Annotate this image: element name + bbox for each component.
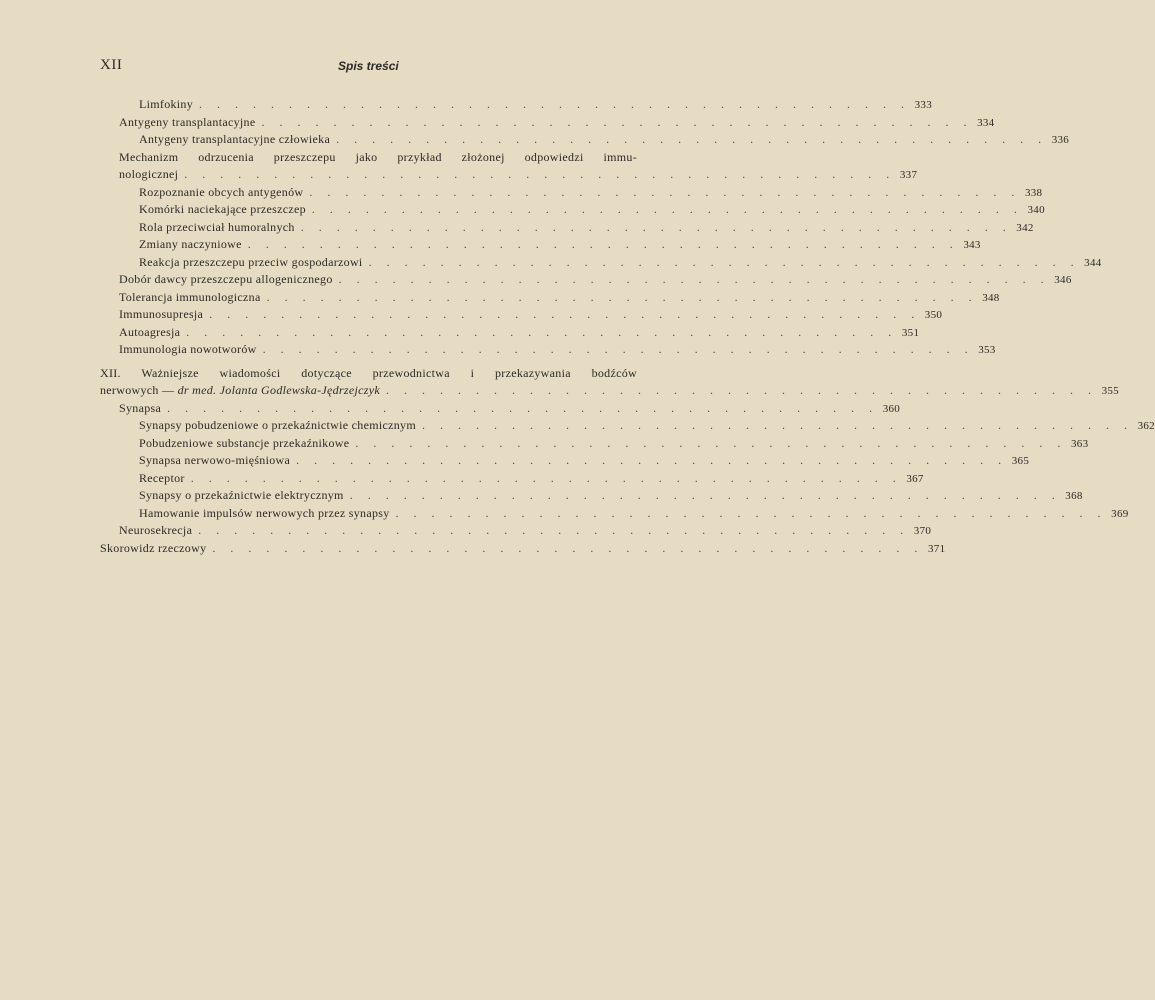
toc-page-number: 350 bbox=[924, 309, 943, 321]
toc-entry-title: Tolerancja immunologiczna bbox=[119, 289, 261, 304]
dot-leader: . . . . . . . . . . . . . . . . . . . . . . . . . . . . . . . . . . . . . . . . bbox=[296, 453, 1008, 467]
toc-entry-title: Rola przeciwciał humoralnych bbox=[139, 219, 295, 234]
toc-entry-title: Reakcja przeszczepu przeciw gospodarzowi bbox=[139, 254, 363, 269]
toc-page-number: 355 bbox=[1101, 385, 1119, 397]
toc-page-number: 365 bbox=[1011, 455, 1030, 467]
toc-entry-title: Limfokiny bbox=[139, 97, 194, 111]
toc-entry[interactable] bbox=[100, 271, 1072, 289]
toc-entry[interactable] bbox=[100, 254, 1102, 272]
running-header-title: Spis treści bbox=[338, 59, 399, 73]
toc-entry[interactable] bbox=[100, 487, 1083, 505]
toc-entry-title: Hamowanie impulsów nerwowych przez synapsy bbox=[139, 505, 390, 520]
dot-leader: . . . . . . . . . . . . . . . . . . . . . . . . . . . . . . . . . . . . . . . . bbox=[247, 237, 959, 251]
toc-entry[interactable] bbox=[100, 184, 1043, 202]
dot-leader: . . . . . . . . . . . . . . . . . . . . . . . . . . . . . . . . . . . . . . . . bbox=[266, 289, 978, 304]
toc-entry-title: Mechanizm odrzucenia przeszczepu jako przykład złożonej odpowiedzi immu- bbox=[119, 149, 637, 164]
toc-page-number: 337 bbox=[899, 169, 918, 181]
toc-page-number: 360 bbox=[882, 402, 901, 415]
toc-entry[interactable] bbox=[100, 400, 901, 418]
toc-page-number: 334 bbox=[977, 116, 995, 129]
dot-leader: . . . . . . . . . . . . . . . . . . . . . . . . . . . . . . . . . . . . . . . . bbox=[355, 435, 1067, 450]
toc-page-number: 340 bbox=[1027, 204, 1045, 216]
dot-leader: . . . . . . . . . . . . . . . . . . . . . . . . . . . . . . . . . . . . . . . . bbox=[368, 254, 1080, 269]
dot-leader: . . . . . . . . . . . . . . . . . . . . . . . . . . . . . . . . . . . . . . . . bbox=[198, 523, 910, 537]
dot-leader: . . . . . . . . . . . . . . . . . . . . . . . . . . . . . . . . . . . . . . . . bbox=[385, 383, 1097, 397]
toc-page-number: 333 bbox=[914, 99, 933, 111]
toc-entry[interactable] bbox=[100, 522, 932, 540]
toc-entry-title: Antygeny transplantacyjne bbox=[119, 114, 256, 129]
toc-page-number: 336 bbox=[1051, 134, 1070, 146]
toc-entry-continuation bbox=[119, 166, 178, 184]
toc-page-number: 363 bbox=[1070, 437, 1089, 450]
toc-entry-continuation-text: nerwowych — bbox=[100, 383, 175, 397]
dot-leader: . . . . . . . . . . . . . . . . . . . . . . . . . . . . . . . . . . . . . . . . bbox=[167, 400, 879, 415]
toc-entry-title: Antygeny transplantacyjne człowieka bbox=[139, 132, 331, 146]
toc-entry[interactable] bbox=[100, 201, 1045, 219]
dot-leader: . . . . . . . . . . . . . . . . . . . . . . . . . . . . . . . . . . . . . . . . bbox=[262, 342, 974, 356]
dot-leader: . . . . . . . . . . . . . . . . . . . . . . . . . . . . . . . . . . . . . . . . bbox=[190, 470, 902, 485]
toc-entry[interactable] bbox=[100, 435, 1089, 453]
toc-page-number: 348 bbox=[982, 291, 1000, 304]
toc-page-number: 369 bbox=[1111, 507, 1129, 520]
toc-entry[interactable] bbox=[100, 114, 995, 132]
dot-leader: . . . . . . . . . . . . . . . . . . . . . . . . . . . . . . . . . . . . . . . . bbox=[421, 418, 1133, 432]
toc-entry[interactable] bbox=[100, 166, 918, 184]
toc-entry-title: Synapsa bbox=[119, 400, 162, 415]
dot-leader: . . . . . . . . . . . . . . . . . . . . . . . . . . . . . . . . . . . . . . . . bbox=[300, 219, 1012, 234]
toc-page-number: 343 bbox=[963, 239, 981, 251]
dot-leader: . . . . . . . . . . . . . . . . . . . . . . . . . . . . . . . . . . . . . . . . bbox=[309, 184, 1021, 199]
dot-leader: . . . . . . . . . . . . . . . . . . . . . . . . . . . . . . . . . . . . . . . . bbox=[311, 202, 1023, 216]
toc-entry[interactable] bbox=[100, 131, 1070, 149]
toc-entry[interactable] bbox=[100, 324, 920, 342]
toc-page-number: 344 bbox=[1084, 256, 1102, 269]
toc-entry[interactable] bbox=[100, 417, 1155, 435]
toc-entry-title: Synapsa nerwowo-mięśniowa bbox=[139, 453, 291, 467]
toc-entry-title: Autoagresja bbox=[119, 324, 181, 339]
toc-entry[interactable] bbox=[100, 306, 943, 324]
toc-page-number: 353 bbox=[978, 344, 996, 356]
toc-page-number: 362 bbox=[1137, 420, 1155, 432]
dot-leader: . . . . . . . . . . . . . . . . . . . . . . . . . . . . . . . . . . . . . . . . bbox=[186, 324, 898, 339]
toc-entry-title: Dobór dawcy przeszczepu allogenicznego bbox=[119, 272, 333, 286]
toc-page-number: 338 bbox=[1024, 186, 1043, 199]
toc-entry[interactable] bbox=[100, 219, 1034, 237]
toc-page-number: 342 bbox=[1016, 221, 1034, 234]
toc-entry[interactable] bbox=[100, 289, 1000, 307]
dot-leader: . . . . . . . . . . . . . . . . . . . . . . . . . . . . . . . . . . . . . . . . bbox=[349, 488, 1061, 502]
dot-leader: . . . . . . . . . . . . . . . . . . . . . . . . . . . . . . . . . . . . . . . . bbox=[184, 167, 896, 181]
toc-entry-title: Synapsy pobudzeniowe o przekaźnictwie chemicznym bbox=[139, 418, 416, 432]
toc-entry-line bbox=[100, 149, 637, 167]
toc-entry-title: Zmiany naczyniowe bbox=[139, 237, 242, 251]
toc-entry-title: XII. Ważniejsze wiadomości dotyczące przewodnictwa i przekazywania bodźców bbox=[100, 365, 637, 380]
toc-entry-title: Pobudzeniowe substancje przekaźnikowe bbox=[139, 435, 350, 450]
toc-page-number: 368 bbox=[1065, 490, 1083, 502]
dot-leader: . . . . . . . . . . . . . . . . . . . . . . . . . . . . . . . . . . . . . . . . bbox=[395, 505, 1107, 520]
toc-entry[interactable] bbox=[100, 540, 946, 558]
toc-entry-title: Immunosupresja bbox=[119, 307, 204, 321]
toc-entry-title: Immunologia nowotworów bbox=[119, 342, 257, 356]
dot-leader: . . . . . . . . . . . . . . . . . . . . . . . . . . . . . . . . . . . . . . . . bbox=[209, 307, 921, 321]
toc-entry-title: Komórki naciekające przeszczep bbox=[139, 202, 306, 216]
table-of-contents bbox=[100, 96, 1155, 557]
toc-entry-title: Skorowidz rzeczowy bbox=[100, 540, 207, 555]
dot-leader: . . . . . . . . . . . . . . . . . . . . . . . . . . . . . . . . . . . . . . . . bbox=[261, 114, 973, 129]
toc-entry[interactable] bbox=[100, 341, 996, 359]
toc-entry-continuation bbox=[100, 382, 380, 400]
toc-entry[interactable] bbox=[100, 470, 924, 488]
toc-page-number: 367 bbox=[906, 472, 924, 485]
dot-leader: . . . . . . . . . . . . . . . . . . . . . . . . . . . . . . . . . . . . . . . . bbox=[199, 97, 911, 111]
toc-entry[interactable] bbox=[100, 382, 1119, 400]
chapter-author: dr med. Jolanta Godlewska-Jędrzejczyk bbox=[177, 383, 380, 397]
dot-leader: . . . . . . . . . . . . . . . . . . . . . . . . . . . . . . . . . . . . . . . . bbox=[212, 540, 924, 555]
page-number: XII bbox=[100, 57, 123, 73]
toc-entry-title: Synapsy o przekaźnictwie elektrycznym bbox=[139, 488, 344, 502]
toc-entry[interactable] bbox=[100, 96, 933, 114]
toc-page-number: 351 bbox=[901, 326, 920, 339]
toc-entry[interactable] bbox=[100, 452, 1030, 470]
toc-entry[interactable] bbox=[100, 236, 981, 254]
toc-entry-title: Rozpoznanie obcych antygenów bbox=[139, 184, 304, 199]
toc-page-number: 371 bbox=[927, 542, 946, 555]
toc-entry-line bbox=[100, 365, 637, 383]
toc-page-number: 346 bbox=[1054, 274, 1072, 286]
dot-leader: . . . . . . . . . . . . . . . . . . . . . . . . . . . . . . . . . . . . . . . . bbox=[338, 272, 1050, 286]
toc-entry-continuation-text: nologicznej bbox=[119, 167, 179, 181]
toc-entry[interactable] bbox=[100, 505, 1129, 523]
dot-leader: . . . . . . . . . . . . . . . . . . . . . . . . . . . . . . . . . . . . . . . . bbox=[336, 132, 1048, 146]
toc-entry-title: Receptor bbox=[139, 470, 185, 485]
toc-page-number: 370 bbox=[913, 525, 932, 537]
toc-entry-title: Neurosekrecja bbox=[119, 523, 193, 537]
